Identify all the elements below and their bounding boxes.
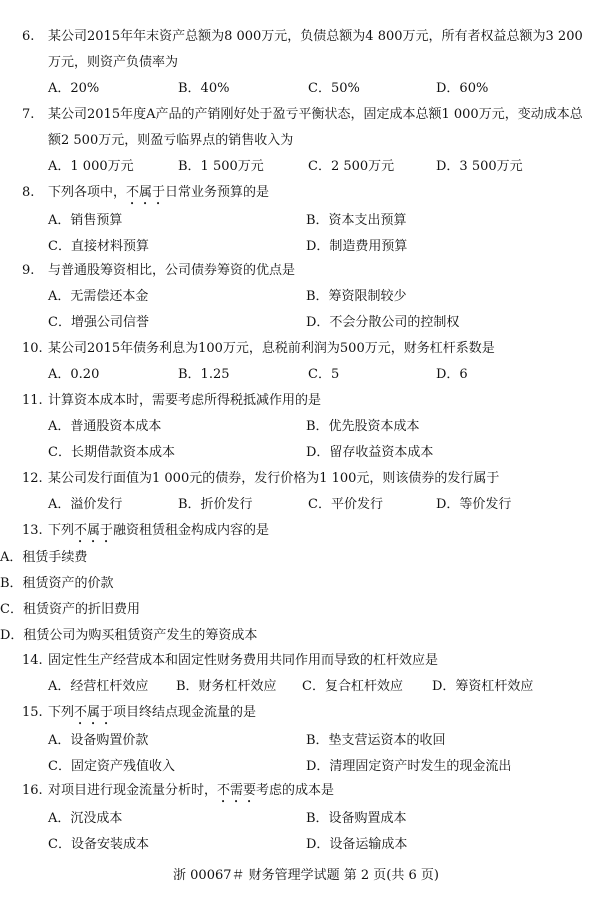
option-a: A．溢价发行 [48,497,123,512]
option-a: A．20% [48,81,100,96]
option-a: A．1 000万元 [48,159,134,174]
question-stem: 某公司2015年债务利息为100万元，息税前利润为500万元，财务杠杆系数是 [48,341,495,356]
option-d: D．留存收益资本成本 [306,445,434,460]
option-b: B．财务杠杆效应 [176,679,277,694]
question-number: 14. [22,653,43,668]
question-stem-post: 日常业务预算的是 [165,185,270,200]
emphasis-text: 不需要 [217,783,257,798]
option-c: C．设备安装成本 [48,837,149,852]
option-c: C．增强公司信誉 [48,315,149,330]
option-a: A．沉没成本 [48,811,123,826]
question-number: 6. [22,29,35,44]
option-c: C．直接材料预算 [48,239,149,254]
option-a: A．经营杠杆效应 [48,679,149,694]
question-stem: 某公司2015年年末资产总额为8 000万元，负债总额为4 800万元，所有者权益总额为3 200万元，则资产负债率为 [48,29,583,70]
option-b: B．筹资限制较少 [306,289,407,304]
emphasis-text: 不属于 [74,705,114,720]
option-d: D．等价发行 [436,497,512,512]
question-number: 8. [22,185,35,200]
question-14 [0,648,612,700]
emphasis-text: 不属于 [126,185,166,200]
question-stem-post: 考虑的成本是 [256,783,335,798]
option-c: C．平价发行 [308,497,383,512]
option-d: D．不会分散公司的控制权 [306,315,460,330]
option-c: C．2 500万元 [308,159,395,174]
question-12 [0,466,612,518]
option-b: B．折价发行 [178,497,253,512]
option-a: A．无需偿还本金 [48,289,149,304]
question-8 [0,180,612,260]
option-d: D．设备运输成本 [306,837,408,852]
question-stem-pre: 对项目进行现金流量分析时， [48,783,218,798]
question-15 [0,700,612,780]
question-stem: 与普通股筹资相比，公司债券筹资的优点是 [48,263,296,278]
question-number: 16. [22,783,43,798]
option-d: D．6 [436,367,468,382]
question-number: 12. [22,471,43,486]
option-b: B．设备购置成本 [306,811,407,826]
question-stem: 计算资本成本时，需要考虑所得税抵减作用的是 [48,393,322,408]
question-stem: 固定性生产经营成本和固定性财务费用共同作用而导致的杠杆效应是 [48,653,439,668]
question-number: 7. [22,107,35,122]
question-number: 9. [22,263,35,278]
question-stem-post: 项目终结点现金流量的是 [113,705,257,720]
option-b: B．租赁资产的价款 [0,576,114,591]
option-c: C．固定资产残值收入 [48,759,175,774]
question-16 [0,778,612,858]
page-footer: 浙 00067＃ 财务管理学试题 第 2 页(共 6 页) [173,868,439,883]
option-d: D．清理固定资产时发生的现金流出 [306,759,512,774]
question-6 [0,24,612,102]
question-7 [0,102,612,180]
option-a: A．设备购置价款 [48,733,149,748]
option-b: B．1.25 [178,367,230,382]
question-11 [0,388,612,466]
option-d: D．筹资杠杆效应 [432,679,534,694]
option-d: D．制造费用预算 [306,239,408,254]
option-b: B．资本支出预算 [306,213,407,228]
question-number: 15. [22,705,43,720]
option-a: A．销售预算 [48,213,123,228]
option-a: A．普通股资本成本 [48,419,162,434]
option-c: C．长期借款资本成本 [48,445,175,460]
option-a: A．0.20 [48,367,100,382]
question-stem: 某公司2015年度A产品的产销刚好处于盈亏平衡状态，固定成本总额1 000万元，变动成本总额2 500万元，则盈亏临界点的销售收入为 [48,107,583,148]
question-13 [0,518,612,650]
option-c: C．复合杠杆效应 [302,679,403,694]
question-stem-pre: 下列各项中， [48,185,127,200]
option-b: B．40% [178,81,230,96]
option-b: B．垫支营运资本的收回 [306,733,446,748]
option-d: D．60% [436,81,489,96]
option-c: C．租赁资产的折旧费用 [0,602,140,617]
question-number: 10. [22,341,43,356]
option-a: A．租赁手续费 [0,550,88,565]
option-b: B．优先股资本成本 [306,419,420,434]
question-number: 13. [22,523,43,538]
option-c: C．5 [308,367,340,382]
question-stem: 某公司发行面值为1 000元的债券，发行价格为1 100元，则该债券的发行属于 [48,471,500,486]
question-9 [0,258,612,336]
emphasis-text: 不属于 [74,523,114,538]
question-stem-post: 融资租赁租金构成内容的是 [113,523,270,538]
option-d: D．3 500万元 [436,159,523,174]
option-c: C．50% [308,81,360,96]
question-number: 11. [22,393,43,408]
question-stem-pre: 下列 [48,705,75,720]
option-b: B．1 500万元 [178,159,264,174]
option-d: D．租赁公司为购买租赁资产发生的筹资成本 [0,628,258,643]
question-10 [0,336,612,388]
question-stem-pre: 下列 [48,523,75,538]
